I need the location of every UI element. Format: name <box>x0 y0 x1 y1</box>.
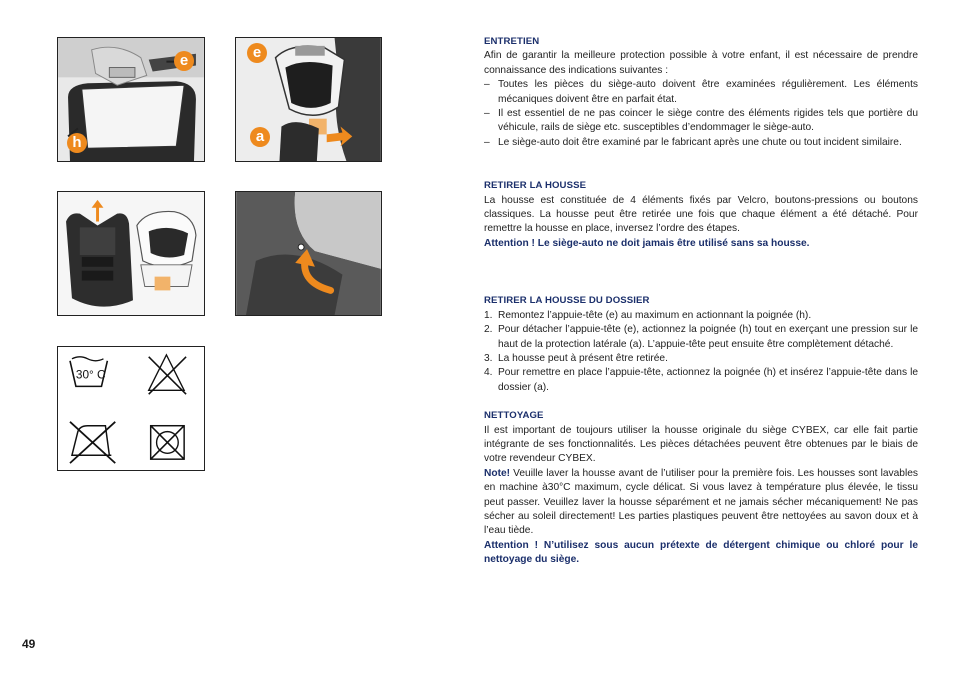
warning-text: Attention ! Le siège-auto ne doit jamais être utilisé sans sa housse. <box>484 237 810 249</box>
wash-temp-label: 30° C <box>75 367 106 382</box>
warning-text: Attention ! N’utilisez sous aucun prétexte de détergent chimique ou chloré pour le nettoyage du siège. <box>484 539 918 566</box>
badge-h: h <box>67 133 87 153</box>
step-text: Pour détacher l’appuie-tête (e), actionnez la poignée (h) tout en exerçant une pression sur le haut de la protection latérale (a). L’appuie-tête peut ensuite être complètement détaché. <box>498 324 918 350</box>
list-item <box>484 309 918 323</box>
section-title: RETIRER LA HOUSSE DU DOSSIER <box>484 295 650 307</box>
wash-30-icon <box>70 357 107 387</box>
no-iron-icon <box>70 422 115 463</box>
section-retirer-housse <box>484 179 918 251</box>
list-item <box>484 352 918 366</box>
maintenance-list <box>484 78 918 150</box>
care-symbols <box>58 347 204 470</box>
list-item: – Toutes les pièces du siège-auto doivent être examinées régulièrement. Les éléments mécaniques doivent être en parfait état. <box>484 78 918 107</box>
section-intro: Afin de garantir la meilleure protection possible à votre enfant, il est nécessaire de prendre connaissance des indications suivantes : <box>484 50 918 76</box>
list-item: – Il est essentiel de ne pas coincer le siège contre des éléments rigides tels que portière du véhicule, rails de siège etc. susceptibles d’endommager le siège-auto. <box>484 107 918 136</box>
list-item <box>484 323 918 352</box>
step-number: 4. <box>484 367 493 379</box>
badge-e: e <box>247 43 267 63</box>
section-title: RETIRER LA HOUSSE <box>484 180 587 192</box>
note-paragraph <box>484 467 918 539</box>
figure-cover-removal <box>57 191 205 316</box>
list-item <box>484 366 918 395</box>
list-item: – Le siège-auto doit être examiné par le fabricant après une chute ou tout incident similaire. <box>484 136 918 150</box>
section-body: La housse est constituée de 4 éléments fixés par Velcro, boutons-pressions ou boutons classiques. La housse peut être retirée une fois que chaque élément a été détaché. Pour remettre la housse en place, inversez l’ordre des étapes. <box>484 194 918 235</box>
step-number: 1. <box>484 309 493 321</box>
section-entretien <box>484 35 918 150</box>
step-text: Pour remettre en place l’appuie-tête, actionnez la poignée (h) et insérez l’appuie-tête dans le dossier (a). <box>498 367 918 393</box>
step-text: Remontez l’appuie-tête (e) au maximum en actionnant la poignée (h). <box>498 309 812 321</box>
section-nettoyage <box>484 409 918 567</box>
care-symbols-panel <box>57 346 205 471</box>
page-number: 49 <box>22 637 36 651</box>
figure-cover-unhook <box>235 191 382 316</box>
no-bleach-icon <box>149 355 186 394</box>
section-title: NETTOYAGE <box>484 410 544 422</box>
no-tumble-dry-icon <box>151 426 184 459</box>
section-title: ENTRETIEN <box>484 36 540 47</box>
badge-a: a <box>250 127 270 147</box>
cover-removal-illustration <box>58 192 204 315</box>
figure-headrest-detach <box>235 37 382 162</box>
figure-headrest-raise <box>57 37 205 162</box>
section-body: Il est important de toujours utiliser la housse originale du siège CYBEX, car elle fait partie intégrante de ses fonctionnalités. Les pièces détachées peuvent être obtenues par le biais de votre revendeur CYBEX. <box>484 424 918 465</box>
cover-unhook-illustration <box>236 192 381 315</box>
steps-list <box>484 309 918 395</box>
instructions-column <box>484 35 918 568</box>
badge-e: e <box>174 51 194 71</box>
section-retirer-housse-dossier <box>484 294 918 395</box>
step-number: 3. <box>484 352 493 364</box>
note-body: Veuille laver la housse avant de l’utiliser pour la première fois. Les housses sont lavables en machine à30°C maximum, cycle délicat. Si vous lavez à température plus élevée, le tissu peut passer. Veuillez laver la housse séparément et ne jamais sécher mécaniquement! Ne pas sécher au soleil directement! Les parties plastiques peuvent être nettoyées au savon doux et à l’eau tiède. <box>484 467 918 537</box>
note-label: Note! <box>484 467 511 479</box>
step-number: 2. <box>484 324 493 336</box>
step-text: La housse peut à présent être retirée. <box>498 352 668 364</box>
